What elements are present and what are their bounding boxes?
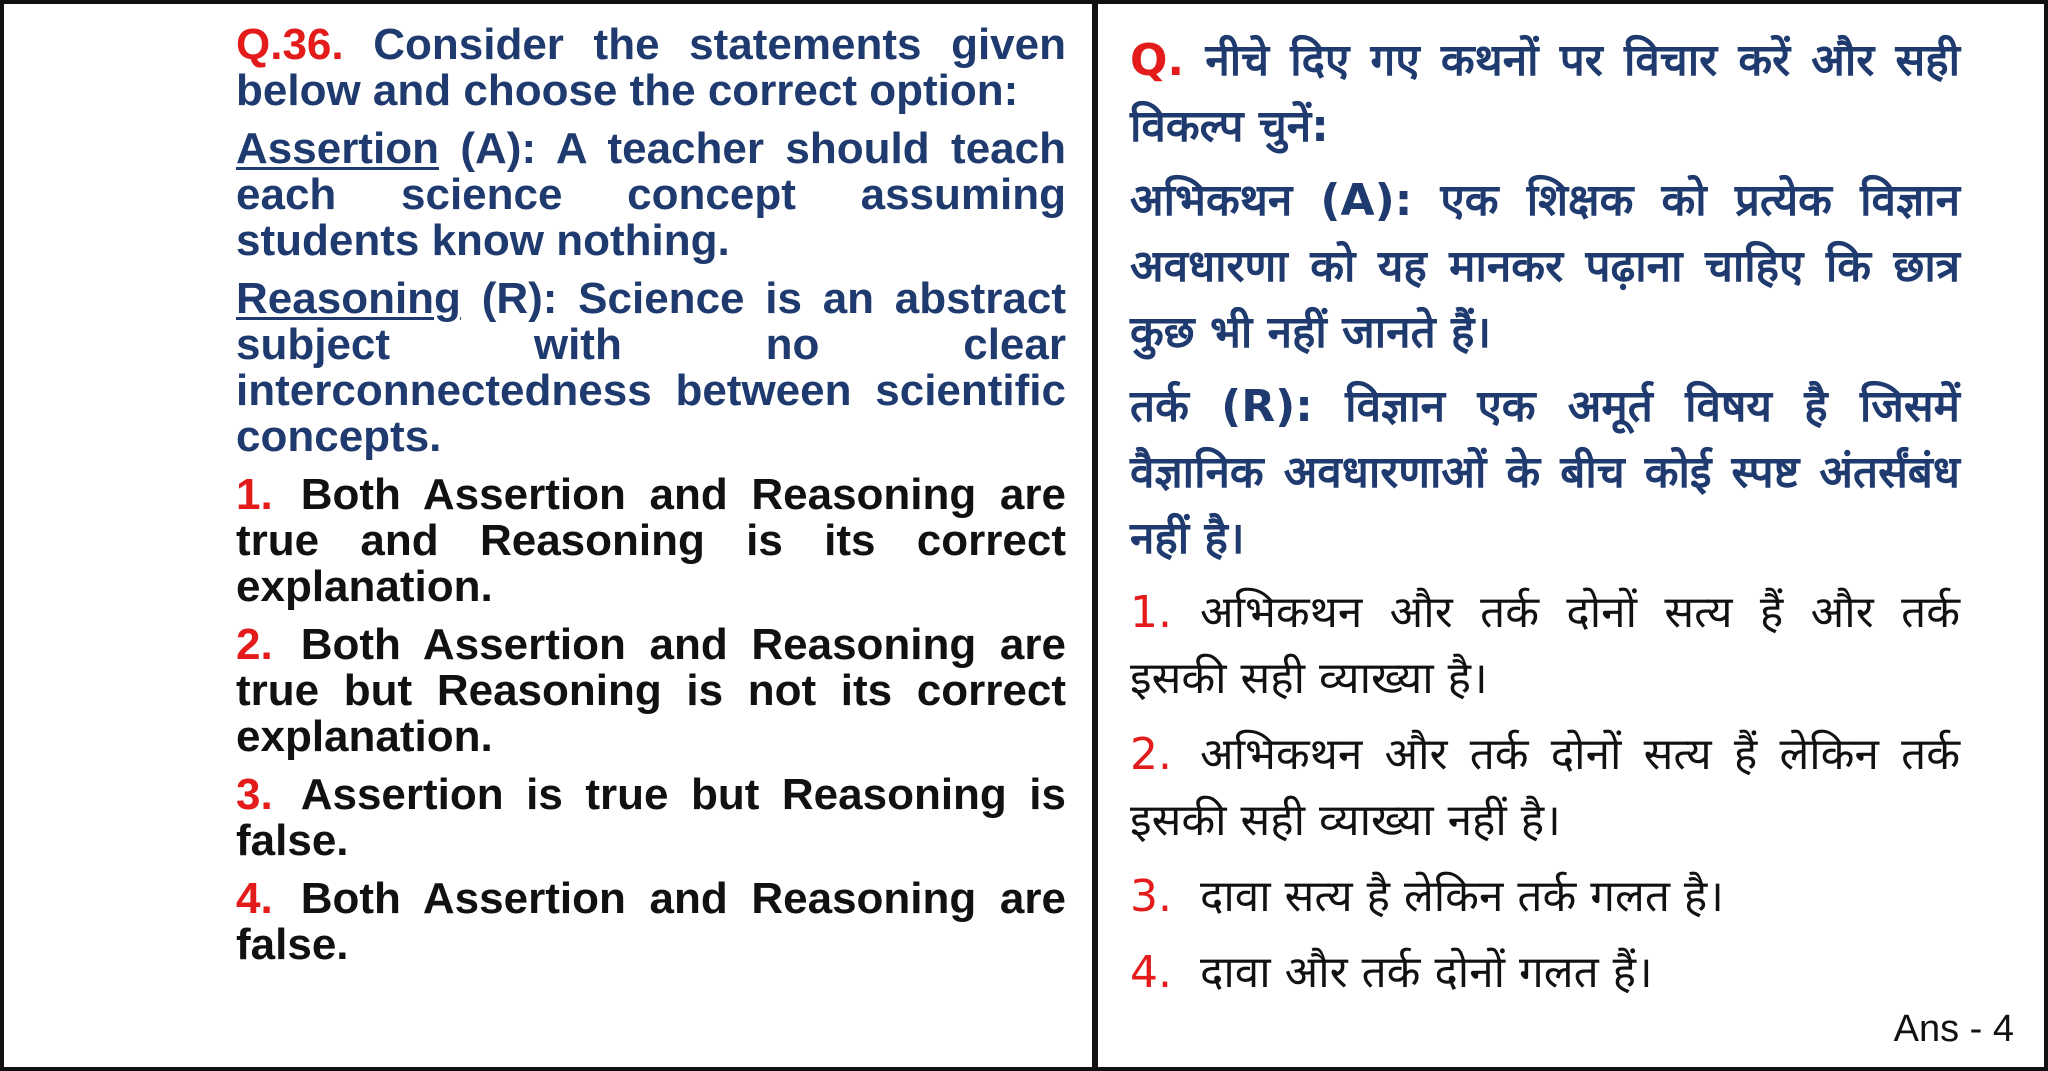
option-number: 2. — [1130, 729, 1172, 780]
question-text: Consider the statements given below and choose the correct option: — [236, 20, 1066, 115]
hindi-option-3[interactable] — [1130, 864, 1960, 930]
hindi-option-4[interactable] — [1130, 940, 1960, 1006]
option-number: 1. — [1130, 587, 1172, 638]
option-text: Both Assertion and Reasoning are true and Reasoning is its correct explanation. — [236, 470, 1066, 611]
english-option-3[interactable] — [236, 772, 1066, 864]
option-text: दावा और तर्क दोनों गलत हैं। — [1199, 947, 1653, 998]
question-text: नीचे दिए गए कथनों पर विचार करें और सही विकल्प चुनें: — [1130, 35, 1961, 152]
column-divider — [1092, 0, 1098, 1071]
assertion-text: (A): A teacher should teach each science concept assuming students know nothing. — [236, 124, 1066, 265]
option-text: Both Assertion and Reasoning are false. — [236, 874, 1066, 969]
option-text: Assertion is true but Reasoning is false. — [236, 770, 1066, 865]
option-number: 3. — [1130, 871, 1172, 922]
option-text: अभिकथन और तर्क दोनों सत्य हैं और तर्क इसकी सही व्याख्या है। — [1130, 587, 1960, 704]
hindi-column — [1130, 28, 1960, 1016]
english-assertion — [236, 126, 1066, 264]
english-option-1[interactable] — [236, 472, 1066, 610]
option-text: Both Assertion and Reasoning are true but Reasoning is not its correct explanation. — [236, 620, 1066, 761]
option-number: 4. — [1130, 947, 1172, 998]
question-number: Q. — [1130, 35, 1185, 86]
english-option-4[interactable] — [236, 876, 1066, 968]
option-number: 2. — [236, 620, 273, 669]
assertion-label: Assertion — [236, 124, 439, 173]
english-option-2[interactable] — [236, 622, 1066, 760]
option-number: 3. — [236, 770, 273, 819]
option-text: अभिकथन और तर्क दोनों सत्य हैं लेकिन तर्क इसकी सही व्याख्या नहीं है। — [1130, 729, 1960, 846]
hindi-question — [1130, 28, 1960, 160]
hindi-option-2[interactable] — [1130, 722, 1960, 854]
hindi-option-1[interactable] — [1130, 580, 1960, 712]
english-reasoning — [236, 276, 1066, 460]
option-number: 1. — [236, 470, 273, 519]
option-text: दावा सत्य है लेकिन तर्क गलत है। — [1199, 871, 1724, 922]
question-number: Q.36. — [236, 20, 344, 69]
english-column — [236, 22, 1066, 980]
hindi-assertion: अभिकथन (A): एक शिक्षक को प्रत्येक विज्ञान अवधारणा को यह मानकर पढ़ाना चाहिए कि छात्र कुछ भी नहीं जानते हैं। — [1130, 175, 1960, 358]
reasoning-label: Reasoning — [236, 274, 461, 323]
reasoning-text: (R): Science is an abstract subject with no clear interconnectedness between scientific concepts. — [236, 274, 1066, 461]
answer-label: Ans - 4 — [1893, 1008, 2014, 1050]
hindi-reasoning: तर्क (R): विज्ञान एक अमूर्त विषय है जिसमें वैज्ञानिक अवधारणाओं के बीच कोई स्पष्ट अंतर्संबंध नहीं है। — [1130, 381, 1960, 564]
english-question — [236, 22, 1066, 114]
option-number: 4. — [236, 874, 273, 923]
